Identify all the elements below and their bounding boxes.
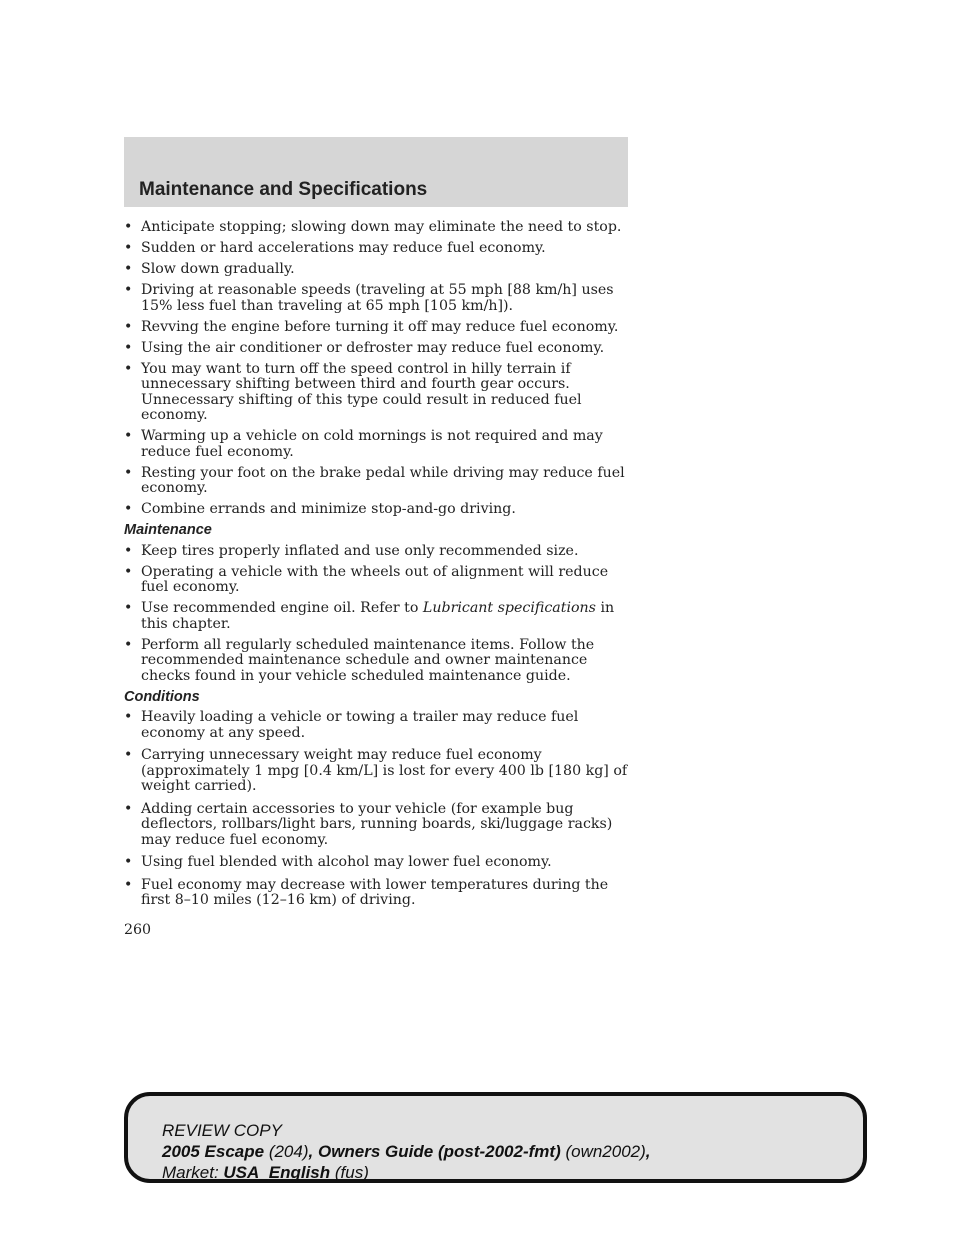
list-item: • Keep tires properly inflated and use only recommended size. xyxy=(124,542,579,559)
list-item: • Revving the engine before turning it off may reduce fuel economy. xyxy=(124,318,619,335)
bullet: • xyxy=(124,360,133,377)
list-item: • Heavily loading a vehicle or towing a trailer may reduce fuel economy at any speed. xyxy=(124,709,579,741)
bullet: • xyxy=(124,854,133,870)
lubricant-specifications-reference: Lubricant specifications xyxy=(422,600,596,616)
review-copy-box xyxy=(124,1092,867,1183)
bullet: • xyxy=(124,876,133,893)
bullet: • xyxy=(124,261,133,277)
list-item: • Combine errands and minimize stop-and-go driving. xyxy=(124,501,516,517)
list-item: • Operating a vehicle with the wheels out of alignment will reduce fuel economy. xyxy=(124,563,609,595)
bullet: • xyxy=(124,747,133,763)
section-title: Maintenance and Specifications xyxy=(139,179,428,200)
maintenance-heading: Maintenance xyxy=(124,522,212,538)
page-number: 260 xyxy=(124,921,152,938)
bullet: • xyxy=(124,501,133,517)
bullet: • xyxy=(124,563,133,580)
maintenance-list xyxy=(124,544,630,685)
bullet: • xyxy=(124,464,133,481)
bullet: • xyxy=(124,240,133,256)
bullet: • xyxy=(124,318,133,335)
list-item: • Anticipate stopping; slowing down may eliminate the need to stop. xyxy=(124,219,622,235)
list-item: • Sudden or hard accelerations may reduce fuel economy. xyxy=(124,240,546,256)
bullet: • xyxy=(124,339,133,356)
review-copy-text xyxy=(162,1120,651,1183)
list-item: • Using the air conditioner or defroster may reduce fuel economy. xyxy=(124,339,605,356)
list-item: • Adding certain accessories to your vehicle (for example bug deflectors, rollbars/light bars, running boards, ski/luggage racks) may reduce fuel economy. xyxy=(124,800,613,848)
list-item: • Slow down gradually. xyxy=(124,261,295,277)
bullet: • xyxy=(124,428,133,444)
list-item: • Driving at reasonable speeds (traveling at 55 mph [88 km/h] uses 15% less fuel than traveling at 65 mph [105 km/h]). xyxy=(124,282,614,314)
bullet: • xyxy=(124,219,133,235)
list-item: • You may want to turn off the speed control in hilly terrain if unnecessary shifting between third and fourth gear occurs. Unnecessary shifting of this type could result in reduced fuel economy. xyxy=(124,360,582,423)
list-item: • Carrying unnecessary weight may reduce fuel economy (approximately 1 mpg [0.4 km/L] is lost for every 400 lb [180 kg] of weight carried). xyxy=(124,747,628,794)
review-copy-doc-line: 2005 Escape (204), Owners Guide (post-2002-fmt) (own2002), xyxy=(162,1142,651,1161)
bullet: • xyxy=(124,800,133,817)
list-item: • Fuel economy may decrease with lower temperatures during the first 8–10 miles (12–16 km) of driving. xyxy=(124,876,609,908)
list-item: • Using fuel blended with alcohol may lower fuel economy. xyxy=(124,854,552,870)
list-item: • Resting your foot on the brake pedal while driving may reduce fuel economy. xyxy=(124,464,625,496)
conditions-list xyxy=(124,710,630,909)
bullet: • xyxy=(124,600,133,616)
section-header-band xyxy=(124,137,628,207)
conditions-heading: Conditions xyxy=(124,688,200,705)
review-copy-label: REVIEW COPY xyxy=(162,1121,282,1140)
fuel-tips-list xyxy=(124,220,630,518)
list-item: • Warming up a vehicle on cold mornings is not required and may reduce fuel economy. xyxy=(124,428,603,460)
bullet: • xyxy=(124,636,133,653)
list-item: • Use recommended engine oil. Refer to Lubricant specifications in this chapter. xyxy=(124,600,615,632)
bullet: • xyxy=(124,542,133,559)
bullet: • xyxy=(124,709,133,725)
page-content xyxy=(124,220,630,938)
review-copy-market-line: Market: USA_English (fus) xyxy=(162,1163,369,1182)
list-item: • Perform all regularly scheduled maintenance items. Follow the recommended maintenance schedule and owner maintenance checks found in your vehicle scheduled maintenance guide. xyxy=(124,636,595,684)
bullet: • xyxy=(124,282,133,298)
